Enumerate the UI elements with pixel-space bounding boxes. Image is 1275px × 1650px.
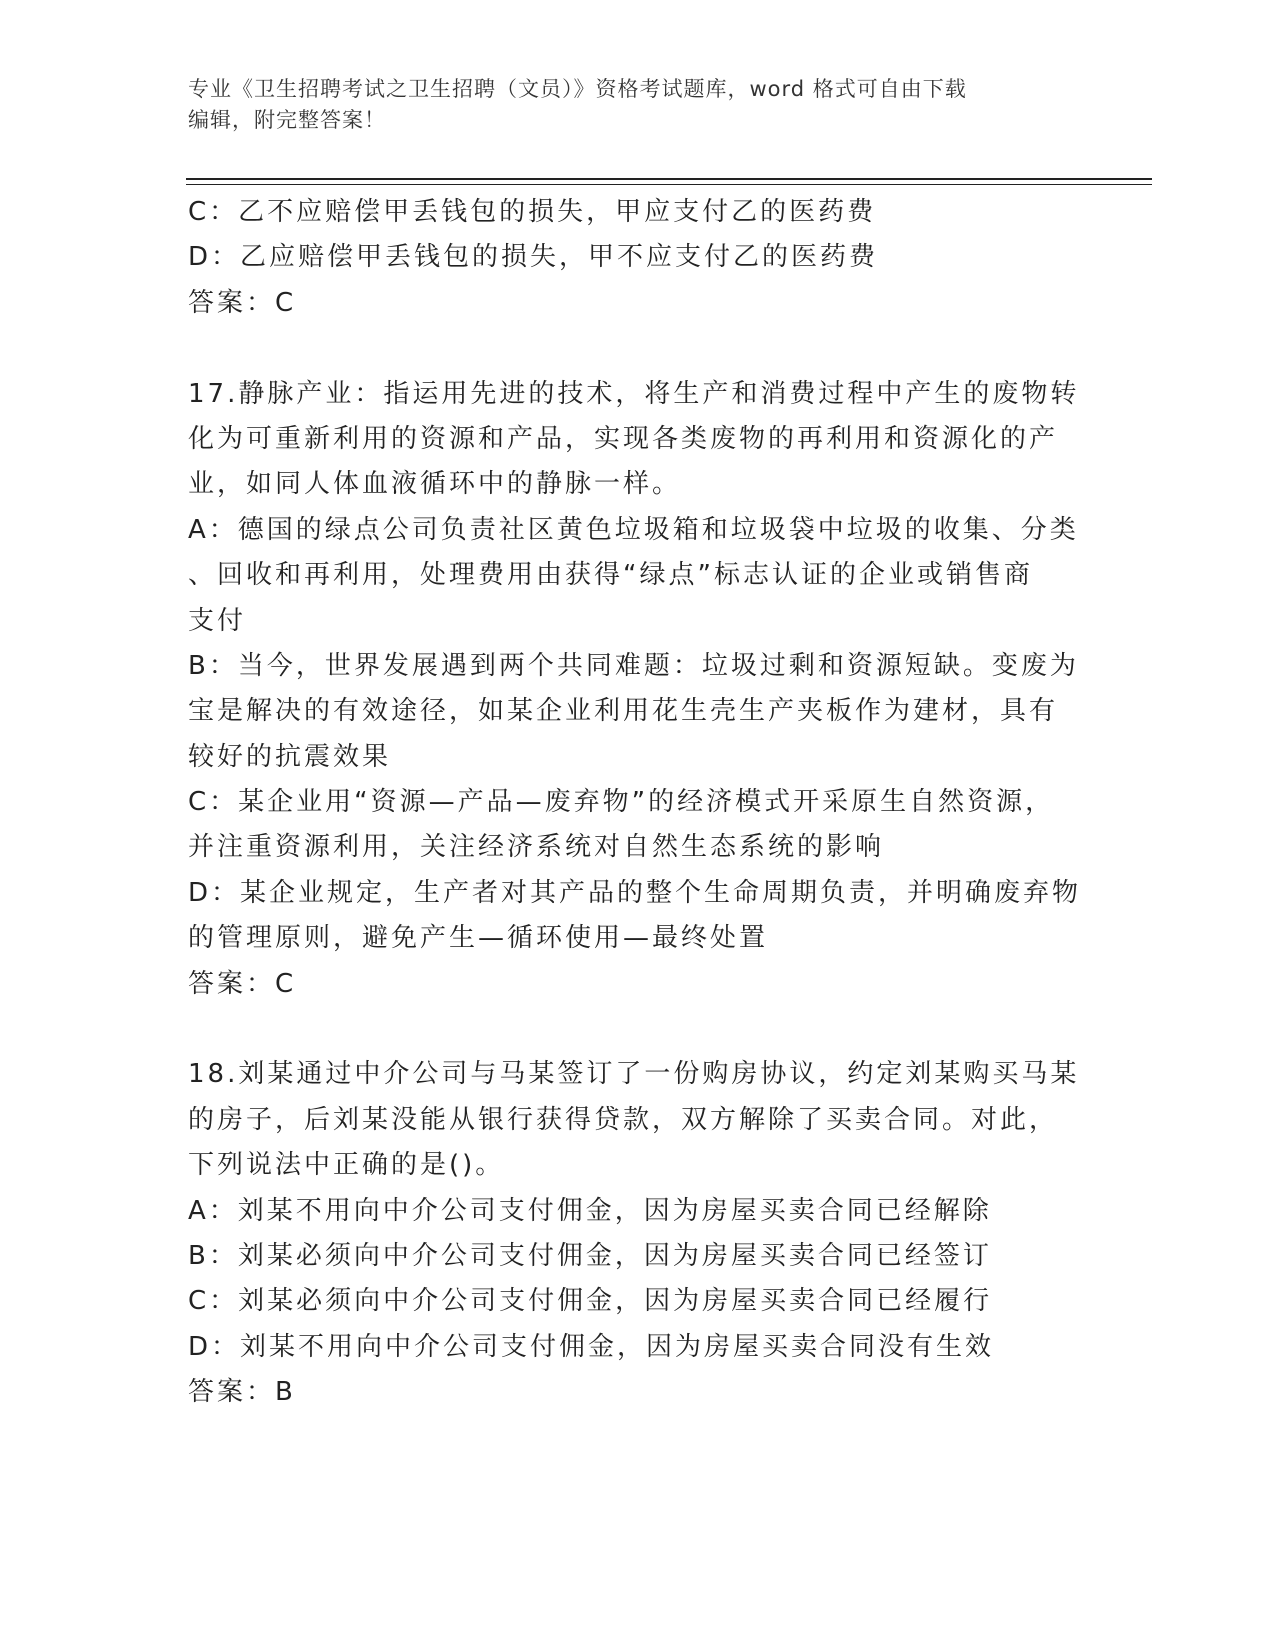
option-d: D：刘某不用向中介公司支付佣金，因为房屋买卖合同没有生效	[188, 1331, 995, 1362]
option-a-line: 、回收和再利用，处理费用由获得“绿点”标志认证的企业或销售商	[188, 560, 1033, 591]
header-divider-thin	[186, 184, 1152, 185]
question-17	[188, 372, 1088, 1007]
question-stem-line: 的房子，后刘某没能从银行获得贷款，双方解除了买卖合同。对此，	[188, 1104, 1059, 1135]
spacer	[188, 326, 1088, 371]
option-c: C：刘某必须向中介公司支付佣金，因为房屋买卖合同已经履行	[188, 1286, 993, 1317]
header-divider-thick	[186, 178, 1152, 180]
question-stem-line: 18.刘某通过中介公司与马某签订了一份购房协议，约定刘某购买马某	[188, 1059, 1080, 1090]
question-stem-line: 业，如同人体血液循环中的静脉一样。	[188, 469, 682, 500]
question-stem-line: 下列说法中正确的是()。	[188, 1150, 505, 1181]
option-a-line: 支付	[188, 605, 247, 636]
option-b: B：刘某必须向中介公司支付佣金，因为房屋买卖合同已经签订	[188, 1240, 992, 1271]
option-b-line: 较好的抗震效果	[188, 741, 392, 772]
option-b-line: B：当今，世界发展遇到两个共同难题：垃圾过剩和资源短缺。变废为	[188, 650, 1079, 681]
prev-question	[188, 190, 1088, 326]
header-line-2: 编辑，附完整答案！	[188, 108, 386, 132]
question-stem-line: 化为可重新利用的资源和产品，实现各类废物的再利用和资源化的产	[188, 423, 1059, 454]
answer: 答案：C	[188, 287, 297, 318]
option-d-line: 的管理原则，避免产生—循环使用—最终处置	[188, 923, 769, 954]
option-b-line: 宝是解决的有效途径，如某企业利用花生壳生产夹板作为建材，具有	[188, 696, 1059, 727]
option-d-line: D：某企业规定，生产者对其产品的整个生命周期负责，并明确废弃物	[188, 877, 1082, 908]
answer: 答案：B	[188, 1377, 296, 1408]
option-c-line: C：某企业用“资源—产品—废弃物”的经济模式开采原生自然资源，	[188, 787, 1055, 818]
question-content	[188, 190, 1088, 1416]
option-c-line: 并注重资源利用，关注经济系统对自然生态系统的影响	[188, 832, 885, 863]
option-a: A：刘某不用向中介公司支付佣金，因为房屋买卖合同已经解除	[188, 1195, 992, 1226]
option-a-line: A：德国的绿点公司负责社区黄色垃圾箱和垃圾袋中垃圾的收集、分类	[188, 514, 1079, 545]
question-18	[188, 1052, 1088, 1415]
question-stem-line: 17.静脉产业：指运用先进的技术，将生产和消费过程中产生的废物转	[188, 378, 1080, 409]
spacer	[188, 1007, 1088, 1052]
page-header	[188, 74, 1088, 136]
option-c: C：乙不应赔偿甲丢钱包的损失，甲应支付乙的医药费	[188, 197, 877, 227]
answer: 答案：C	[188, 968, 297, 999]
header-line-1: 专业《卫生招聘考试之卫生招聘（文员）》资格考试题库，word 格式可自由下载	[188, 77, 967, 101]
option-d: D：乙应赔偿甲丢钱包的损失，甲不应支付乙的医药费	[188, 242, 879, 273]
